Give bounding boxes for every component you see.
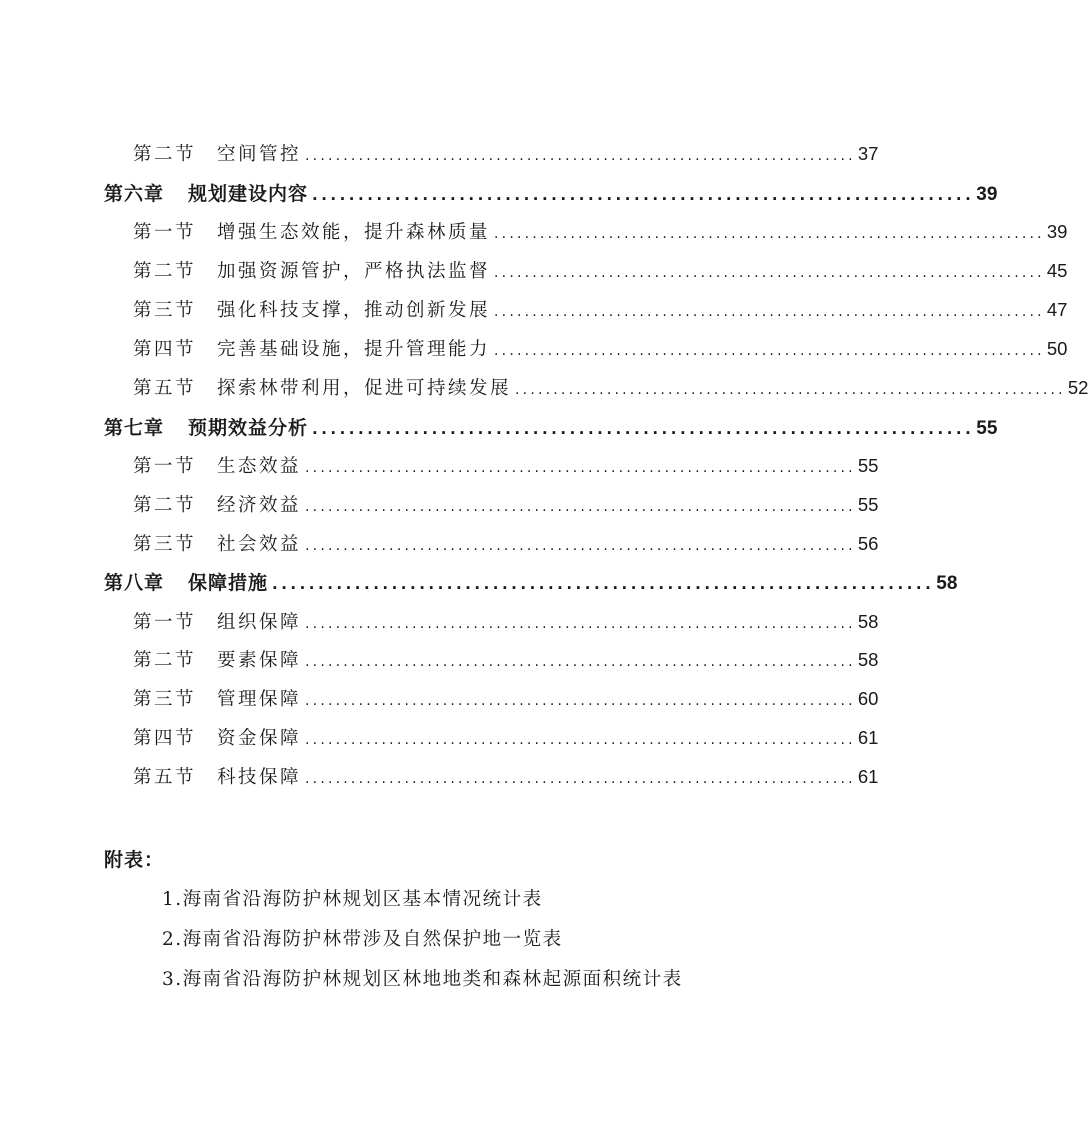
toc-leader-dots: ........................................................................ — [305, 538, 856, 554]
appendix-item[interactable]: 2.海南省沿海防护林带涉及自然保护地一览表 — [162, 929, 563, 950]
toc-entry[interactable] — [133, 763, 879, 793]
toc-entry-number: 第五节 — [133, 767, 197, 788]
toc-entry-page: 50 — [1046, 338, 1068, 359]
toc-chapter[interactable] — [104, 413, 998, 443]
toc-chapter-number: 第六章 — [104, 183, 165, 205]
toc-chapter-title: 预期效益分析 — [188, 417, 309, 439]
toc-entry-number: 第一节 — [133, 456, 197, 477]
toc-entry-number: 第二节 — [133, 144, 197, 165]
toc-leader-dots: ........................................................................ — [312, 420, 975, 438]
toc-entry-number: 第五节 — [133, 378, 197, 399]
toc-chapter-title: 保障措施 — [188, 572, 269, 594]
toc-leader-dots: ........................................................................ — [494, 304, 1045, 320]
toc-entry-title: 完善基础设施，提升管理能力 — [217, 339, 491, 360]
toc-entry[interactable] — [133, 257, 1068, 287]
toc-entry-page: 45 — [1046, 260, 1068, 281]
toc-chapter-page: 55 — [976, 418, 998, 439]
toc-entry-page: 55 — [857, 494, 879, 515]
toc-entry-title: 空间管控 — [217, 144, 302, 165]
toc-entry-page: 52 — [1067, 377, 1088, 398]
toc-entry-number: 第一节 — [133, 222, 197, 243]
toc-entry-number: 第三节 — [133, 534, 197, 555]
toc-entry-title: 增强生态效能，提升森林质量 — [217, 222, 491, 243]
toc-entry-number: 第三节 — [133, 689, 197, 710]
toc-leader-dots: ........................................................................ — [305, 460, 856, 476]
toc-entry[interactable] — [133, 374, 1088, 404]
toc-leader-dots: ........................................................................ — [305, 148, 856, 164]
toc-entry[interactable] — [133, 608, 879, 638]
toc-entry-page: 61 — [857, 727, 879, 748]
toc-entry[interactable] — [133, 140, 879, 170]
toc-leader-dots: ........................................................................ — [494, 343, 1045, 359]
toc-entry-page: 61 — [857, 766, 879, 787]
toc-entry-page: 56 — [857, 533, 879, 554]
toc-entry-page: 58 — [857, 611, 879, 632]
toc-chapter-title: 规划建设内容 — [188, 183, 309, 205]
toc-entry[interactable] — [133, 296, 1068, 326]
toc-entry-number: 第二节 — [133, 650, 197, 671]
toc-leader-dots: ........................................................................ — [272, 575, 935, 593]
toc-chapter-number: 第七章 — [104, 417, 165, 439]
toc-leader-dots: ........................................................................ — [305, 732, 856, 748]
toc-leader-dots: ........................................................................ — [305, 771, 856, 787]
toc-chapter-page: 39 — [976, 184, 998, 205]
toc-entry-number: 第二节 — [133, 495, 197, 516]
toc-entry[interactable] — [133, 491, 879, 521]
toc-entry-title: 生态效益 — [217, 456, 302, 477]
toc-entry[interactable] — [133, 646, 879, 676]
toc-entry-title: 管理保障 — [217, 689, 302, 710]
toc-entry-title: 强化科技支撑，推动创新发展 — [217, 300, 491, 321]
toc-entry-number: 第一节 — [133, 612, 197, 633]
toc-chapter-page: 58 — [936, 573, 958, 594]
toc-entry-title: 加强资源管护，严格执法监督 — [217, 261, 491, 282]
toc-entry-number: 第三节 — [133, 300, 197, 321]
toc-leader-dots: ........................................................................ — [305, 499, 856, 515]
toc-entry-page: 60 — [857, 688, 879, 709]
toc-entry-number: 第四节 — [133, 728, 197, 749]
toc-entry-number: 第四节 — [133, 339, 197, 360]
appendix-heading: 附表： — [104, 849, 165, 871]
toc-entry[interactable] — [133, 335, 1068, 365]
toc-leader-dots: ........................................................................ — [305, 693, 856, 709]
toc-entry-page: 39 — [1046, 221, 1068, 242]
toc-entry-title: 要素保障 — [217, 650, 302, 671]
toc-entry-page: 47 — [1046, 299, 1068, 320]
appendix-item[interactable]: 3.海南省沿海防护林规划区林地地类和森林起源面积统计表 — [162, 969, 683, 990]
toc-leader-dots: ........................................................................ — [494, 265, 1045, 281]
toc-entry[interactable] — [133, 530, 879, 560]
toc-entry-title: 科技保障 — [217, 767, 302, 788]
toc-entry-title: 资金保障 — [217, 728, 302, 749]
toc-leader-dots: ........................................................................ — [494, 226, 1045, 242]
toc-leader-dots: ........................................................................ — [305, 654, 856, 670]
toc-chapter-number: 第八章 — [104, 572, 165, 594]
toc-entry[interactable] — [133, 218, 1068, 248]
toc-entry-page: 58 — [857, 649, 879, 670]
toc-entry-number: 第二节 — [133, 261, 197, 282]
toc-entry-title: 经济效益 — [217, 495, 302, 516]
toc-entry-page: 55 — [857, 455, 879, 476]
toc-chapter[interactable] — [104, 179, 998, 209]
toc-entry[interactable] — [133, 452, 879, 482]
appendix-item[interactable]: 1.海南省沿海防护林规划区基本情况统计表 — [162, 889, 543, 910]
toc-entry-title: 组织保障 — [217, 612, 302, 633]
toc-entry-title: 探索林带利用，促进可持续发展 — [217, 378, 512, 399]
toc-entry-title: 社会效益 — [217, 534, 302, 555]
toc-entry-page: 37 — [857, 143, 879, 164]
toc-leader-dots: ........................................................................ — [515, 382, 1066, 398]
toc-leader-dots: ........................................................................ — [305, 616, 856, 632]
toc-chapter[interactable] — [104, 568, 958, 598]
toc-entry[interactable] — [133, 685, 879, 715]
toc-entry[interactable] — [133, 724, 879, 754]
toc-leader-dots: ........................................................................ — [312, 186, 975, 204]
